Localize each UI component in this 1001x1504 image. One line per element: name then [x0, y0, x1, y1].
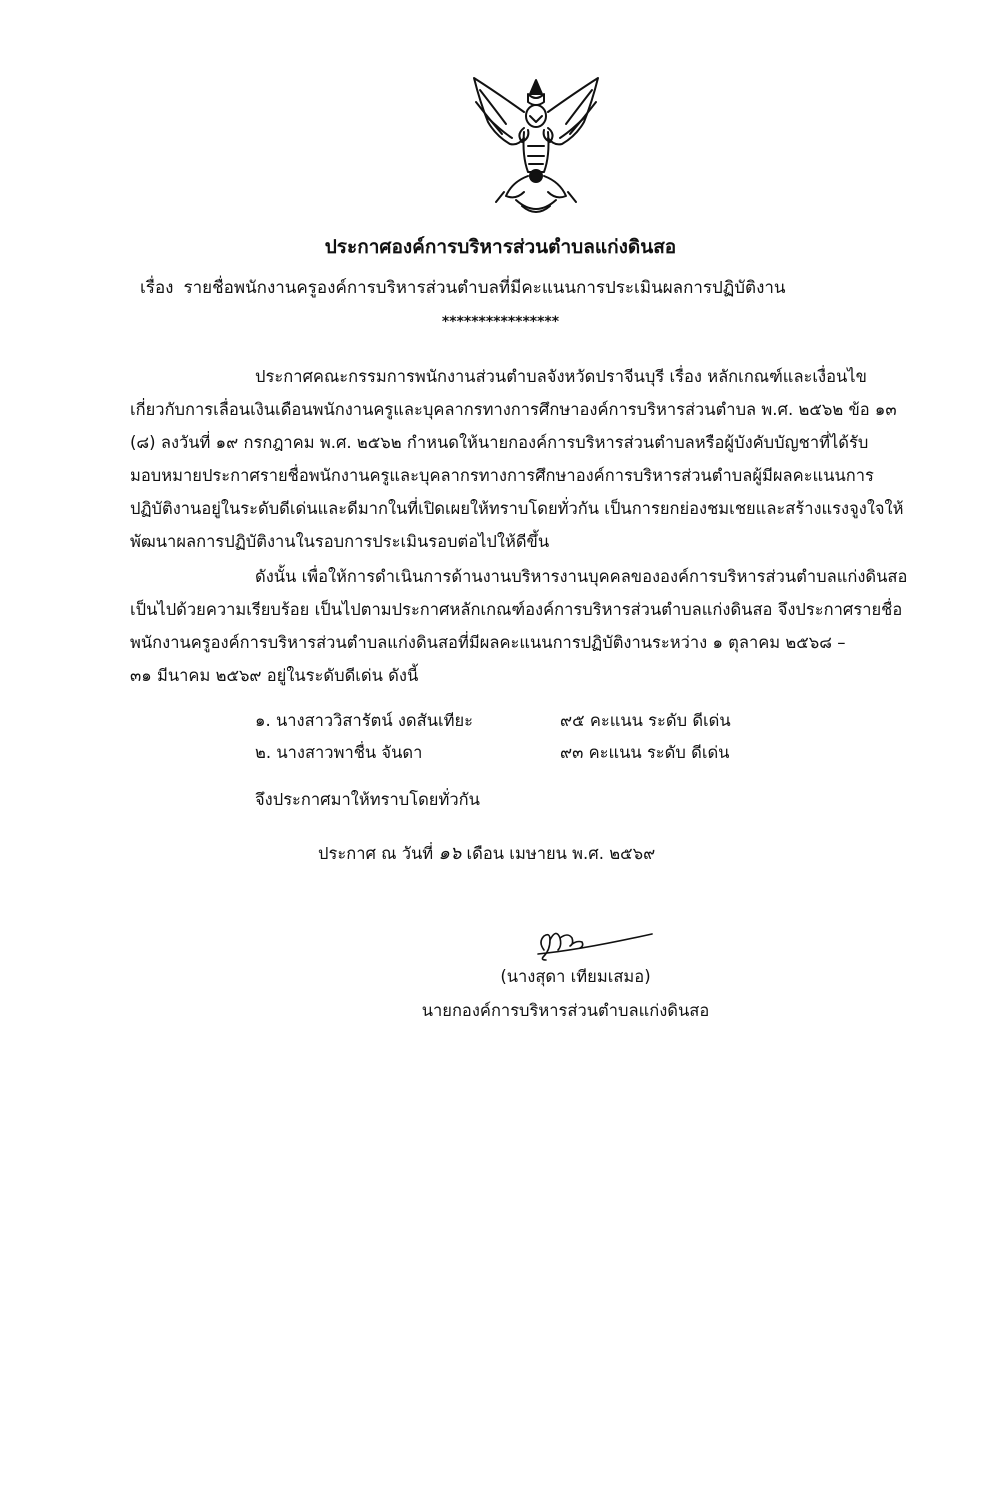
paragraph-line: ปฏิบัติงานอยู่ในระดับดีเด่นและดีมากในที่เปิดเผยให้ทราบโดยทั่วกัน เป็นการยกย่องชมเชยและสร้างแรงจูงใจให้	[130, 499, 904, 518]
paragraph-1	[130, 360, 930, 558]
awardee-name: ๒. นางสาวพาชื่น จันดา	[255, 743, 423, 762]
awardee-score: ๙๕ คะแนน ระดับ ดีเด่น	[560, 711, 731, 730]
paragraph-line: ๓๑ มีนาคม ๒๕๖๙ อยู่ในระดับดีเด่น ดังนี้	[130, 666, 419, 685]
paragraph-line: มอบหมายประกาศรายชื่อพนักงานครูและบุคลากรทางการศึกษาองค์การบริหารส่วนตำบลผู้มีผลคะแนนการ	[130, 466, 874, 485]
document-subject	[140, 274, 940, 301]
signer-title: นายกองค์การบริหารส่วนตำบลแก่งดินสอ	[421, 1001, 710, 1020]
date-prefix: ประกาศ ณ วันที่	[318, 844, 434, 863]
paragraph-2	[130, 560, 930, 692]
paragraph-line: (๘) ลงวันที่ ๑๙ กรกฎาคม พ.ศ. ๒๕๖๒ กำหนดให้นายกองค์การบริหารส่วนตำบลหรือผู้บังคับบัญชาที่ได้รับ	[130, 433, 869, 452]
paragraph-line: เป็นไปด้วยความเรียบร้อย เป็นไปตามประกาศหลักเกณฑ์องค์การบริหารส่วนตำบลแก่งดินสอ จึงประกาศรายชื่อ	[130, 600, 903, 619]
list-item	[255, 737, 815, 769]
handwritten-signature-icon	[520, 920, 670, 970]
announcement-date	[318, 838, 655, 870]
awardee-score: ๙๓ คะแนน ระดับ ดีเด่น	[560, 743, 730, 762]
closing-statement: จึงประกาศมาให้ทราบโดยทั่วกัน	[255, 790, 480, 809]
date-suffix: เดือน เมษายน พ.ศ. ๒๕๖๙	[466, 844, 656, 863]
paragraph-line: ดังนั้น เพื่อให้การดำเนินการด้านงานบริหารงานบุคคลขององค์การบริหารส่วนตำบลแก่งดินสอ	[255, 567, 908, 586]
paragraph-line: พัฒนาผลการปฏิบัติงานในรอบการประเมินรอบต่อไปให้ดีขึ้น	[130, 532, 550, 551]
date-day: ๑๖	[438, 843, 462, 864]
paragraph-line: เกี่ยวกับการเลื่อนเงินเดือนพนักงานครูและบุคลากรทางการศึกษาองค์การบริหารส่วนตำบล พ.ศ. ๒๕๖๒ ข้อ ๑๓	[130, 400, 897, 419]
paragraph-line: ประกาศคณะกรรมการพนักงานส่วนตำบลจังหวัดปราจีนบุรี เรื่อง หลักเกณฑ์และเงื่อนไข	[255, 367, 867, 386]
paragraph-line: พนักงานครูองค์การบริหารส่วนตำบลแก่งดินสอที่มีผลคะแนนการปฏิบัติงานระหว่าง ๑ ตุลาคม ๒๕๖๘ –	[130, 633, 846, 652]
subject-label: เรื่อง	[140, 278, 174, 298]
separator: ****************	[441, 314, 560, 330]
awardee-name: ๑. นางสาววิสารัตน์ งดสันเทียะ	[255, 711, 474, 730]
awardee-list	[255, 705, 815, 769]
signer-name: (นางสุดา เทียมเสมอ)	[500, 967, 651, 986]
subject-text: รายชื่อพนักงานครูองค์การบริหารส่วนตำบลที่มีคะแนนการประเมินผลการปฏิบัติงาน	[183, 278, 786, 298]
list-item	[255, 705, 815, 737]
document-title: ประกาศองค์การบริหารส่วนตำบลแก่งดินสอ	[324, 236, 677, 258]
garuda-emblem-icon	[466, 72, 606, 222]
